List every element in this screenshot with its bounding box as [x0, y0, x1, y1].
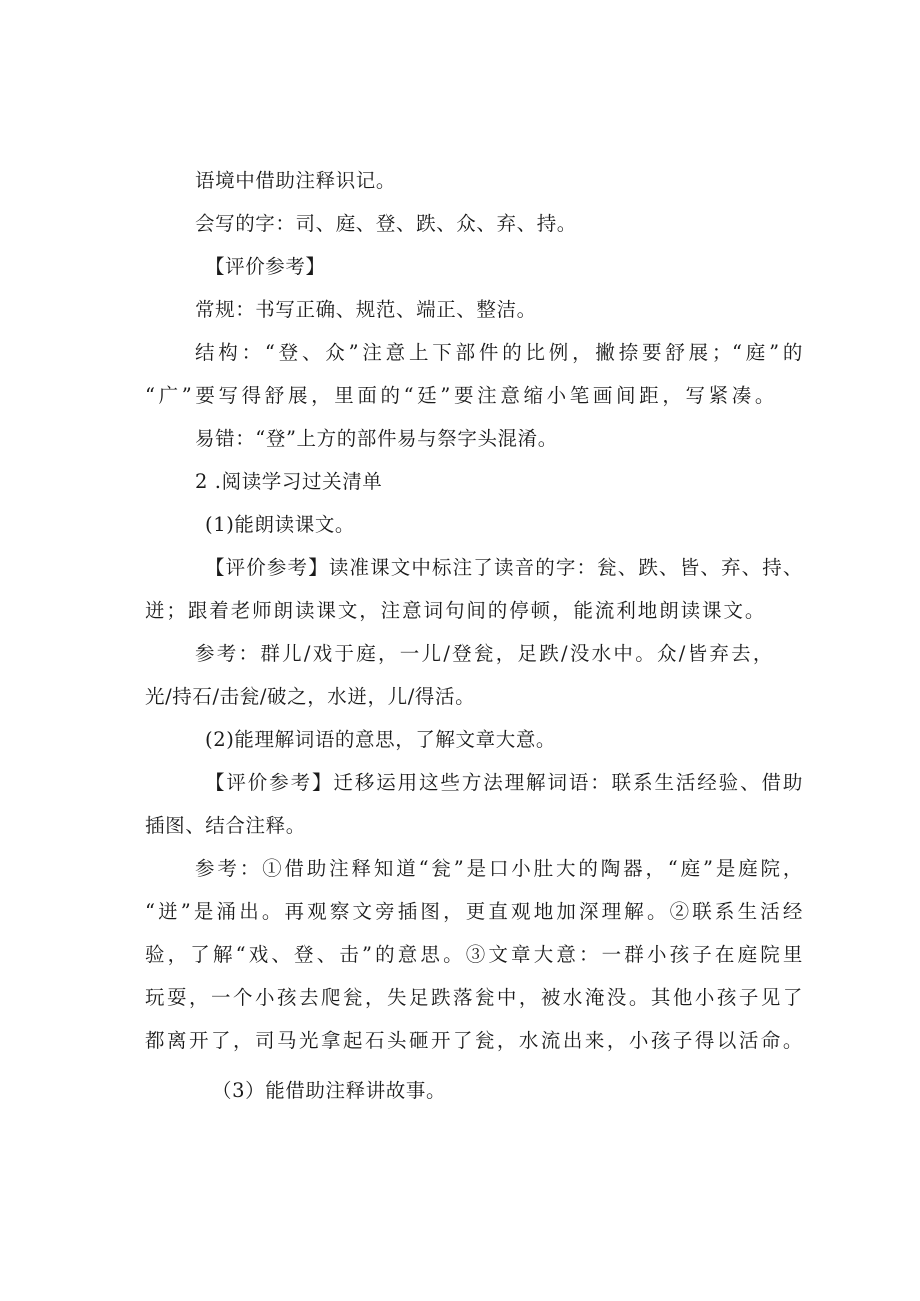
text-line-1: 语境中借助注释识记。	[195, 169, 397, 192]
section-heading-reading: 2 .阅读学习过关清单	[195, 470, 383, 493]
text-line-18: “迸”是涌出。再观察文旁插图，更直观地加深理解。②联系生活经	[145, 900, 803, 923]
text-line-10: 【评价参考】读准课文中标注了读音的字：瓮、跌、皆、弃、持、	[205, 556, 803, 579]
text-line-5: 结构：“登、众”注意上下部件的比例，撇捺要舒展；“庭”的	[195, 341, 803, 364]
text-line-15: 【评价参考】迁移运用这些方法理解词语：联系生活经验、借助	[205, 771, 803, 794]
text-line-20: 玩耍，一个小孩去爬瓮，失足跌落瓮中，被水淹没。其他小孩子见了	[145, 986, 803, 1009]
text-line-6: “广”要写得舒展，里面的“廷”要注意缩小笔画间距，写紧凑。	[145, 384, 775, 407]
text-line-17: 参考：①借助注释知道“瓮”是口小肚大的陶器，“庭”是庭院，	[195, 857, 803, 880]
text-line-19: 验，了解“戏、登、击”的意思。③文章大意：一群小孩子在庭院里	[145, 943, 803, 966]
text-line-12: 参考：群儿/戏于庭，一儿/登瓮，足跌/没水中。众/皆弃去，	[195, 642, 773, 665]
text-line-21: 都离开了，司马光拿起石头砸开了瓮，水流出来，小孩子得以活命。	[145, 1029, 803, 1052]
item-heading-3: （3）能借助注释讲故事。	[212, 1079, 447, 1102]
text-line-16: 插图、结合注释。	[145, 814, 306, 837]
text-line-4: 常规：书写正确、规范、端正、整洁。	[195, 298, 537, 321]
item-heading-2: (2)能理解词语的意思，了解文章大意。	[205, 728, 557, 751]
text-line-7: 易错：“登”上方的部件易与祭字头混淆。	[195, 427, 558, 450]
text-line-11: 迸；跟着老师朗读课文，注意词句间的停顿，能流利地朗读课文。	[145, 599, 765, 622]
section-heading-evaluation: 【评价参考】	[205, 255, 326, 278]
text-line-13: 光/持石/击瓮/破之，水迸，儿/得活。	[145, 685, 476, 708]
item-heading-1: (1)能朗读课文。	[205, 513, 356, 536]
text-line-2: 会写的字：司、庭、登、跌、众、弃、持。	[195, 212, 577, 235]
